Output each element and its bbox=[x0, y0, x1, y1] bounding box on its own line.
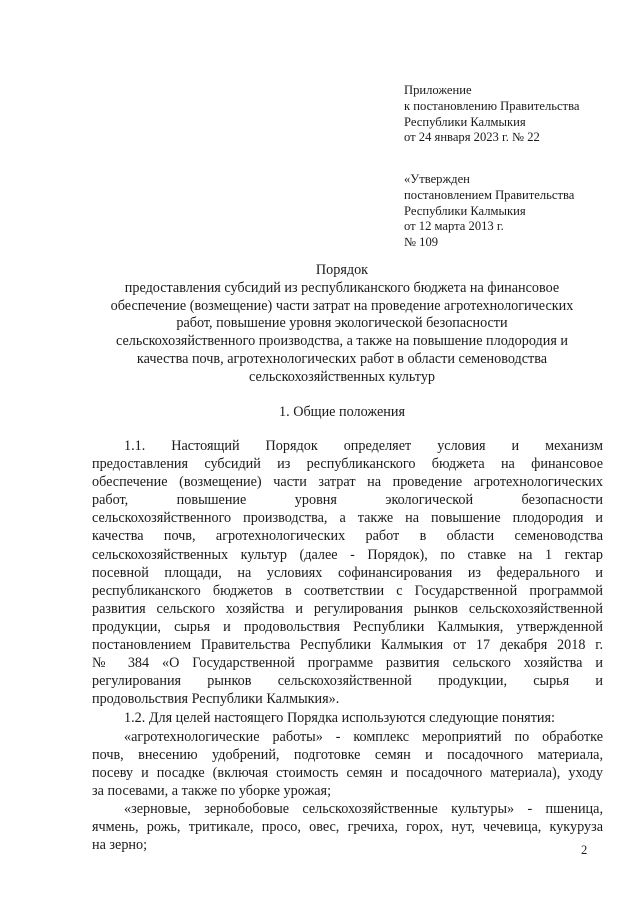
paragraph-line: обеспечение (возмещение) части затрат на проведение агротехнологических bbox=[92, 474, 603, 491]
approval-line: от 12 марта 2013 г. bbox=[404, 219, 504, 234]
paragraph-line: продукции, сырья и продовольствия Республики Калмыкия, утвержденной bbox=[92, 618, 603, 635]
title-line: обеспечение (возмещение) части затрат на проведение агротехнологических bbox=[110, 297, 574, 314]
approval-line: «Утвержден bbox=[404, 172, 470, 186]
title-line: предоставления субсидий из республиканского бюджета на финансовое bbox=[124, 279, 560, 296]
appendix-reference bbox=[404, 83, 579, 146]
appendix-line: Приложение bbox=[404, 83, 472, 97]
paragraph-line: сельскохозяйственного производства, а также на повышение плодородия и bbox=[92, 510, 603, 527]
paragraph-line: «зерновые, зернобобовые сельскохозяйственные культуры» - пшеница, bbox=[124, 801, 603, 817]
title-line: работ, повышение уровня экологической безопасности bbox=[176, 315, 508, 332]
section-heading: 1. Общие положения bbox=[279, 404, 405, 420]
paragraph-line: посевной площади, на условиях софинансирования из федерального и bbox=[92, 564, 603, 581]
paragraph-line: продовольствия Республики Калмыкия». bbox=[92, 691, 340, 708]
approval-line: постановлением Правительства bbox=[404, 187, 575, 202]
paragraph-1-1 bbox=[92, 437, 603, 708]
paragraph-line: ячмень, рожь, тритикале, просо, овес, гречиха, горох, нут, чечевица, кукуруза bbox=[92, 819, 603, 836]
paragraph-line: № 384 «О Государственной программе развития сельского хозяйства и bbox=[92, 655, 603, 672]
appendix-line: Республики Калмыкия bbox=[404, 114, 526, 129]
paragraph-line: 1.1. Настоящий Порядок определяет условия и механизм bbox=[124, 438, 603, 454]
paragraph-line: 1.2. Для целей настоящего Порядка используются следующие понятия: bbox=[124, 710, 555, 726]
paragraph-line: качества почв, агротехнологических работ в области семеноводства bbox=[92, 528, 603, 545]
paragraph-line: за посевами, а также по уборке урожая; bbox=[92, 783, 332, 800]
paragraph-line: развития сельского хозяйства и регулирования рынков сельскохозяйственной bbox=[92, 600, 603, 617]
document-title bbox=[82, 262, 602, 387]
paragraph-line: на зерно; bbox=[92, 837, 148, 854]
approval-line: Республики Калмыкия bbox=[404, 203, 526, 218]
paragraph-1-2 bbox=[92, 709, 603, 727]
paragraph-line: «агротехнологические работы» - комплекс мероприятий по обработке bbox=[124, 729, 603, 745]
paragraph-line: почв, внесению удобрений, подготовке семян и посадочного материала, bbox=[92, 747, 603, 764]
appendix-line: от 24 января 2023 г. № 22 bbox=[404, 130, 540, 145]
page-number: 2 bbox=[581, 843, 588, 857]
paragraph-line: посеву и посадке (включая стоимость семян и посадочного материала), уходу bbox=[92, 765, 603, 782]
appendix-line: к постановлению Правительства bbox=[404, 98, 580, 113]
paragraph-line: работ, повышение уровня экологической безопасности bbox=[92, 492, 603, 509]
title-line: сельскохозяйственного производства, а также на повышение плодородия и bbox=[116, 333, 568, 350]
paragraph-line: регулирования рынков сельскохозяйственной продукции, сырья и bbox=[92, 673, 603, 690]
title-line: качества почв, агротехнологических работ в области семеноводства bbox=[136, 350, 548, 367]
definition-grain-crops bbox=[92, 800, 603, 854]
title-line: сельскохозяйственных культур bbox=[248, 368, 436, 385]
definition-agrotech-works bbox=[92, 728, 603, 800]
paragraph-line: постановлением Правительства Республики Калмыкия от 17 декабря 2018 г. bbox=[92, 637, 603, 654]
title-line: Порядок bbox=[315, 262, 369, 278]
paragraph-line: сельскохозяйственных культур (далее - Порядок), по ставке на 1 гектар bbox=[92, 546, 603, 563]
approval-reference bbox=[404, 172, 574, 251]
paragraph-line: республиканского бюджетов в соответствии с Государственной программой bbox=[92, 582, 603, 599]
paragraph-line: предоставления субсидий из республиканского бюджета на финансовое bbox=[92, 456, 603, 473]
approval-line: № 109 bbox=[404, 235, 439, 250]
